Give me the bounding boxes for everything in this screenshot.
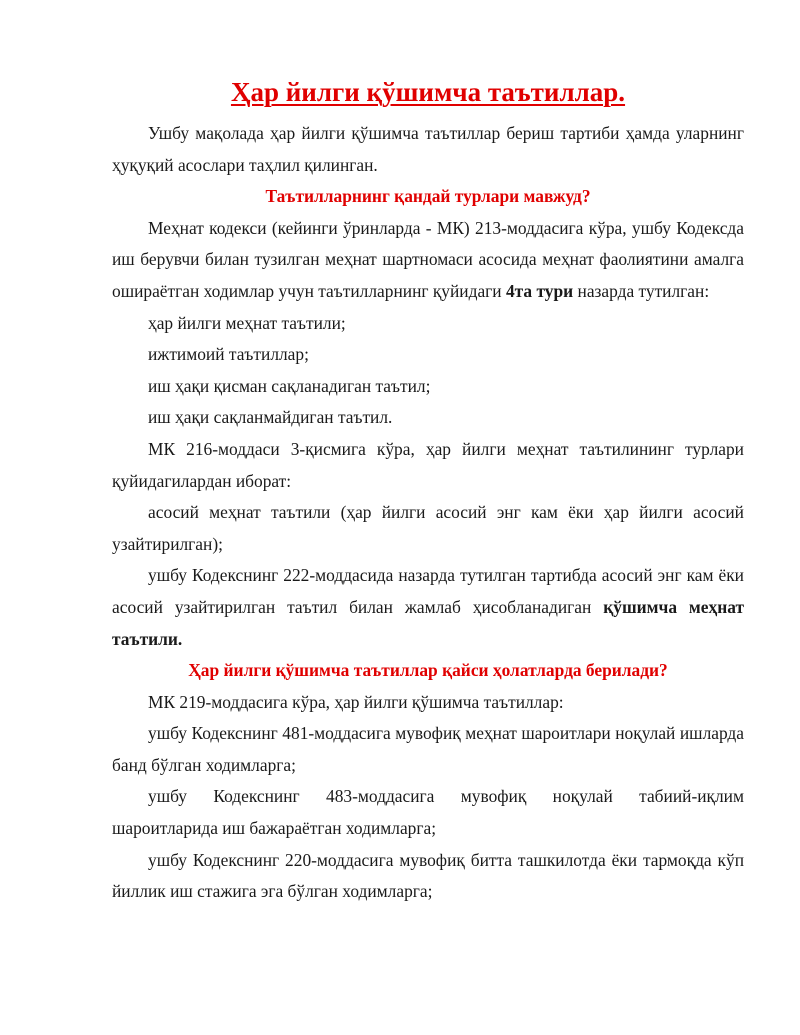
article-483-paragraph: ушбу Кодекснинг 483-моддасига мувофиқ ноқулай табиий-иқлим шароитларида иш бажараётган ходимларга; <box>112 786 744 839</box>
list-item: иш ҳақи қисман сақланадиган таътил; <box>148 375 431 396</box>
intro-paragraph: Ушбу мақолада ҳар йилги қўшимча таътиллар бериш тартиби ҳамда уларнинг ҳуқуқий асослари таҳлил қилинган. <box>112 123 744 175</box>
types-paragraph-tail: назарда тутилган: <box>573 280 710 301</box>
additional-leave-paragraph <box>112 560 744 655</box>
list-item: ҳар йилги меҳнат таътили; <box>148 312 346 333</box>
document-title: Ҳар йилги қўшимча таътиллар. <box>230 77 626 107</box>
types-paragraph-text: Меҳнат кодекси (кейинги ўринларда - МК) 213-моддасига кўра, ушбу Кодексда иш берувчи билан тузилган меҳнат шартномаси асосида меҳнат фаолиятини амалга ошираётган ходимлар учун таътилларнинг қуйидаги <box>112 217 744 301</box>
article-481-paragraph: ушбу Кодекснинг 481-моддасига мувофиқ меҳнат шароитлари ноқулай ишларда банд бўлган ходимларга; <box>112 723 744 775</box>
article-219-paragraph: МК 219-моддасига кўра, ҳар йилги қўшимча таътиллар: <box>148 691 564 712</box>
basic-leave-paragraph: асосий меҳнат таътили (ҳар йилги асосий энг кам ёки ҳар йилги асосий узайтирилган); <box>112 502 744 554</box>
list-item: иш ҳақи сақланмайдиган таътил. <box>148 407 393 428</box>
annual-leave-types-paragraph: МК 216-моддаси 3-қисмига кўра, ҳар йилги меҳнат таътилининг турлари қуйидагилардан иборат: <box>112 438 744 491</box>
types-count-emphasis: 4та тури <box>505 280 574 301</box>
article-220-paragraph: ушбу Кодекснинг 220-моддасига мувофиқ битта ташкилотда ёки тармоқда кўп йиллик иш стажига эга бўлган ходимларга; <box>112 849 744 902</box>
additional-leave-emphasis: қўшимча меҳнат таътили. <box>112 596 744 649</box>
section-heading-when: Ҳар йилги қўшимча таътиллар қайси ҳолатларда берилади? <box>188 660 668 681</box>
document-page <box>112 74 744 908</box>
additional-leave-text: ушбу Кодекснинг 222-моддасида назарда тутилган тартибда асосий энг кам ёки асосий узайтирилган таътил билан жамлаб ҳисобланадиган <box>112 565 744 617</box>
types-paragraph <box>112 213 744 308</box>
section-heading-types: Таътилларнинг қандай турлари мавжуд? <box>265 186 591 207</box>
list-item: ижтимоий таътиллар; <box>148 344 309 365</box>
